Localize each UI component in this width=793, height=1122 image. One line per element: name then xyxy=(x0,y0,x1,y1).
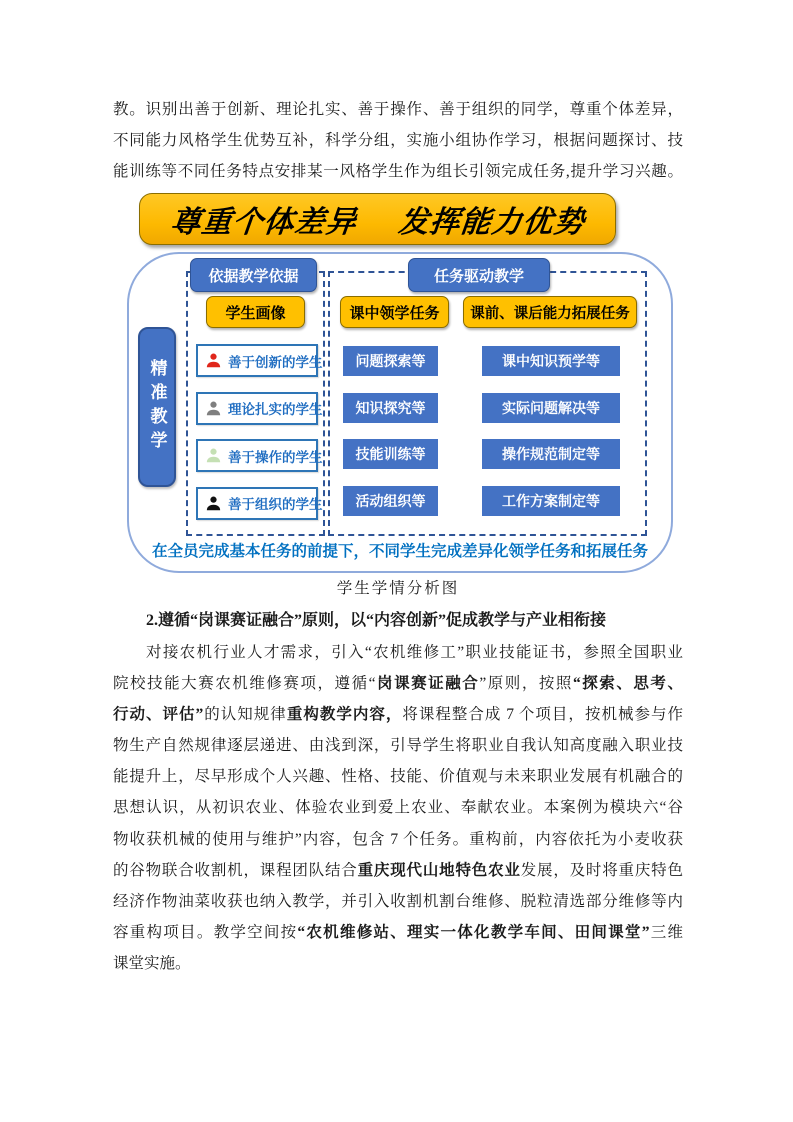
task-box: 技能训练等 xyxy=(343,439,438,469)
bold-text-run: 重构教学内容， xyxy=(286,706,403,724)
task-box: 课中知识预学等 xyxy=(482,346,620,376)
text-line xyxy=(113,855,683,886)
text-run: 思想认识，从初识农业、体验农业到爱上农业、奉献农业。本案例为模块六“谷 xyxy=(113,799,683,817)
bold-text-run: 重庆现代山地特色农业 xyxy=(357,861,521,879)
banner-title xyxy=(139,193,616,245)
text-line xyxy=(113,761,683,792)
right-panel-header: 任务驱动教学 xyxy=(408,258,550,292)
bold-text-run: “农机维修站、理实一体化教学车间、田间课堂” xyxy=(297,923,650,941)
student-type-label: 善于创新的学生 xyxy=(228,354,323,370)
text-line xyxy=(113,730,683,761)
section-paragraph xyxy=(113,637,683,979)
text-line xyxy=(113,917,683,948)
task-box: 操作规范制定等 xyxy=(482,439,620,469)
bold-text-run: “探索、思考、 xyxy=(572,675,683,693)
person-icon xyxy=(205,495,222,512)
text-line xyxy=(113,637,683,668)
text-run: 不同能力风格学生优势互补，科学分组，实施小组协作学习，根据问题探讨、技 xyxy=(113,132,683,150)
text-run: 院校技能大赛农机维修赛项，遵循“ xyxy=(113,675,376,693)
task-box: 问题探索等 xyxy=(343,346,438,376)
task-box: 知识探究等 xyxy=(343,393,438,423)
student-portrait-label: 学生画像 xyxy=(206,296,305,328)
text-line xyxy=(113,699,683,730)
text-line xyxy=(113,948,683,979)
student-analysis-diagram xyxy=(127,252,673,573)
person-icon xyxy=(205,400,222,417)
text-run: 物生产自然规律逐层递进、由浅到深，引导学生将职业自我认知高度融入职业技 xyxy=(113,737,683,755)
student-type-box xyxy=(196,392,323,425)
text-run: 物收获机械的使用与维护”内容，包含 7 个任务。重构前，内容依托为小麦收获 xyxy=(113,830,683,848)
figure-caption: 学生学情分析图 xyxy=(336,580,460,597)
bold-text-run: 岗课赛证融合 xyxy=(375,675,480,693)
text-line xyxy=(113,792,683,823)
task-box: 工作方案制定等 xyxy=(482,486,620,516)
text-run: 发展，及时将重庆特色 xyxy=(520,861,683,879)
student-type-label: 理论扎实的学生 xyxy=(228,402,323,418)
diagram-footer-note: 在全员完成基本任务的前提下，不同学生完成差异化领学任务和拓展任务 xyxy=(151,543,648,560)
student-type-box xyxy=(196,344,323,377)
text-run: 容重构项目。教学空间按 xyxy=(113,923,298,941)
col2-header: 课前、课后能力拓展任务 xyxy=(463,296,637,328)
banner-text-right: 发挥能力优势 xyxy=(396,206,586,239)
text-run: 将课程整合成 7 个项目，按机械参与作 xyxy=(402,706,683,724)
bold-text-run: 行动、评估” xyxy=(113,706,204,724)
text-run: 对接农机行业人才需求，引入“农机维修工”职业技能证书，参照全国职业 xyxy=(146,644,683,661)
task-box: 实际问题解决等 xyxy=(482,393,620,423)
student-type-label: 善于组织的学生 xyxy=(228,497,323,513)
precision-teaching-label: 精准教学 xyxy=(147,359,167,455)
left-panel-header: 依据教学依据 xyxy=(190,258,317,292)
text-run: 课堂实施。 xyxy=(113,954,191,972)
text-run: 教。识别出善于创新、理论扎实、善于操作、善于组织的同学，尊重个体差异， xyxy=(113,101,683,118)
student-type-box xyxy=(196,487,323,520)
text-run: 三维 xyxy=(649,923,683,941)
text-line xyxy=(113,668,683,699)
text-run: 的认知规律 xyxy=(203,706,287,724)
text-run: 能提升上，尽早形成个人兴趣、性格、技能、价值观与未来职业发展有机融合的 xyxy=(113,768,683,786)
text-line xyxy=(113,94,683,125)
col1-header: 课中领学任务 xyxy=(340,296,449,328)
student-type-label: 善于操作的学生 xyxy=(228,449,323,465)
text-line xyxy=(113,125,683,156)
text-run: ”原则，按照 xyxy=(479,675,573,693)
student-type-box xyxy=(196,439,323,472)
intro-paragraph xyxy=(113,94,683,187)
text-run: 经济作物油菜收获也纳入教学，并引入收割机割台维修、脱粒清选部分维修等内 xyxy=(113,892,683,910)
task-box: 活动组织等 xyxy=(343,486,438,516)
text-run: 的谷物联合收割机，课程团队结合 xyxy=(113,861,358,879)
person-icon xyxy=(205,352,222,369)
text-run: 能训练等不同任务特点安排某一风格学生作为组长引领完成任务,提升学习兴趣。 xyxy=(113,163,683,181)
banner-text-left: 尊重个体差异 xyxy=(168,206,358,239)
text-line xyxy=(113,886,683,917)
section-heading: 2.遵循“岗课赛证融合”原则，以“内容创新”促成教学与产业相衔接 xyxy=(146,612,607,629)
person-icon xyxy=(205,447,222,464)
text-line xyxy=(113,824,683,855)
text-line xyxy=(113,156,683,187)
precision-teaching-pill xyxy=(138,327,176,487)
